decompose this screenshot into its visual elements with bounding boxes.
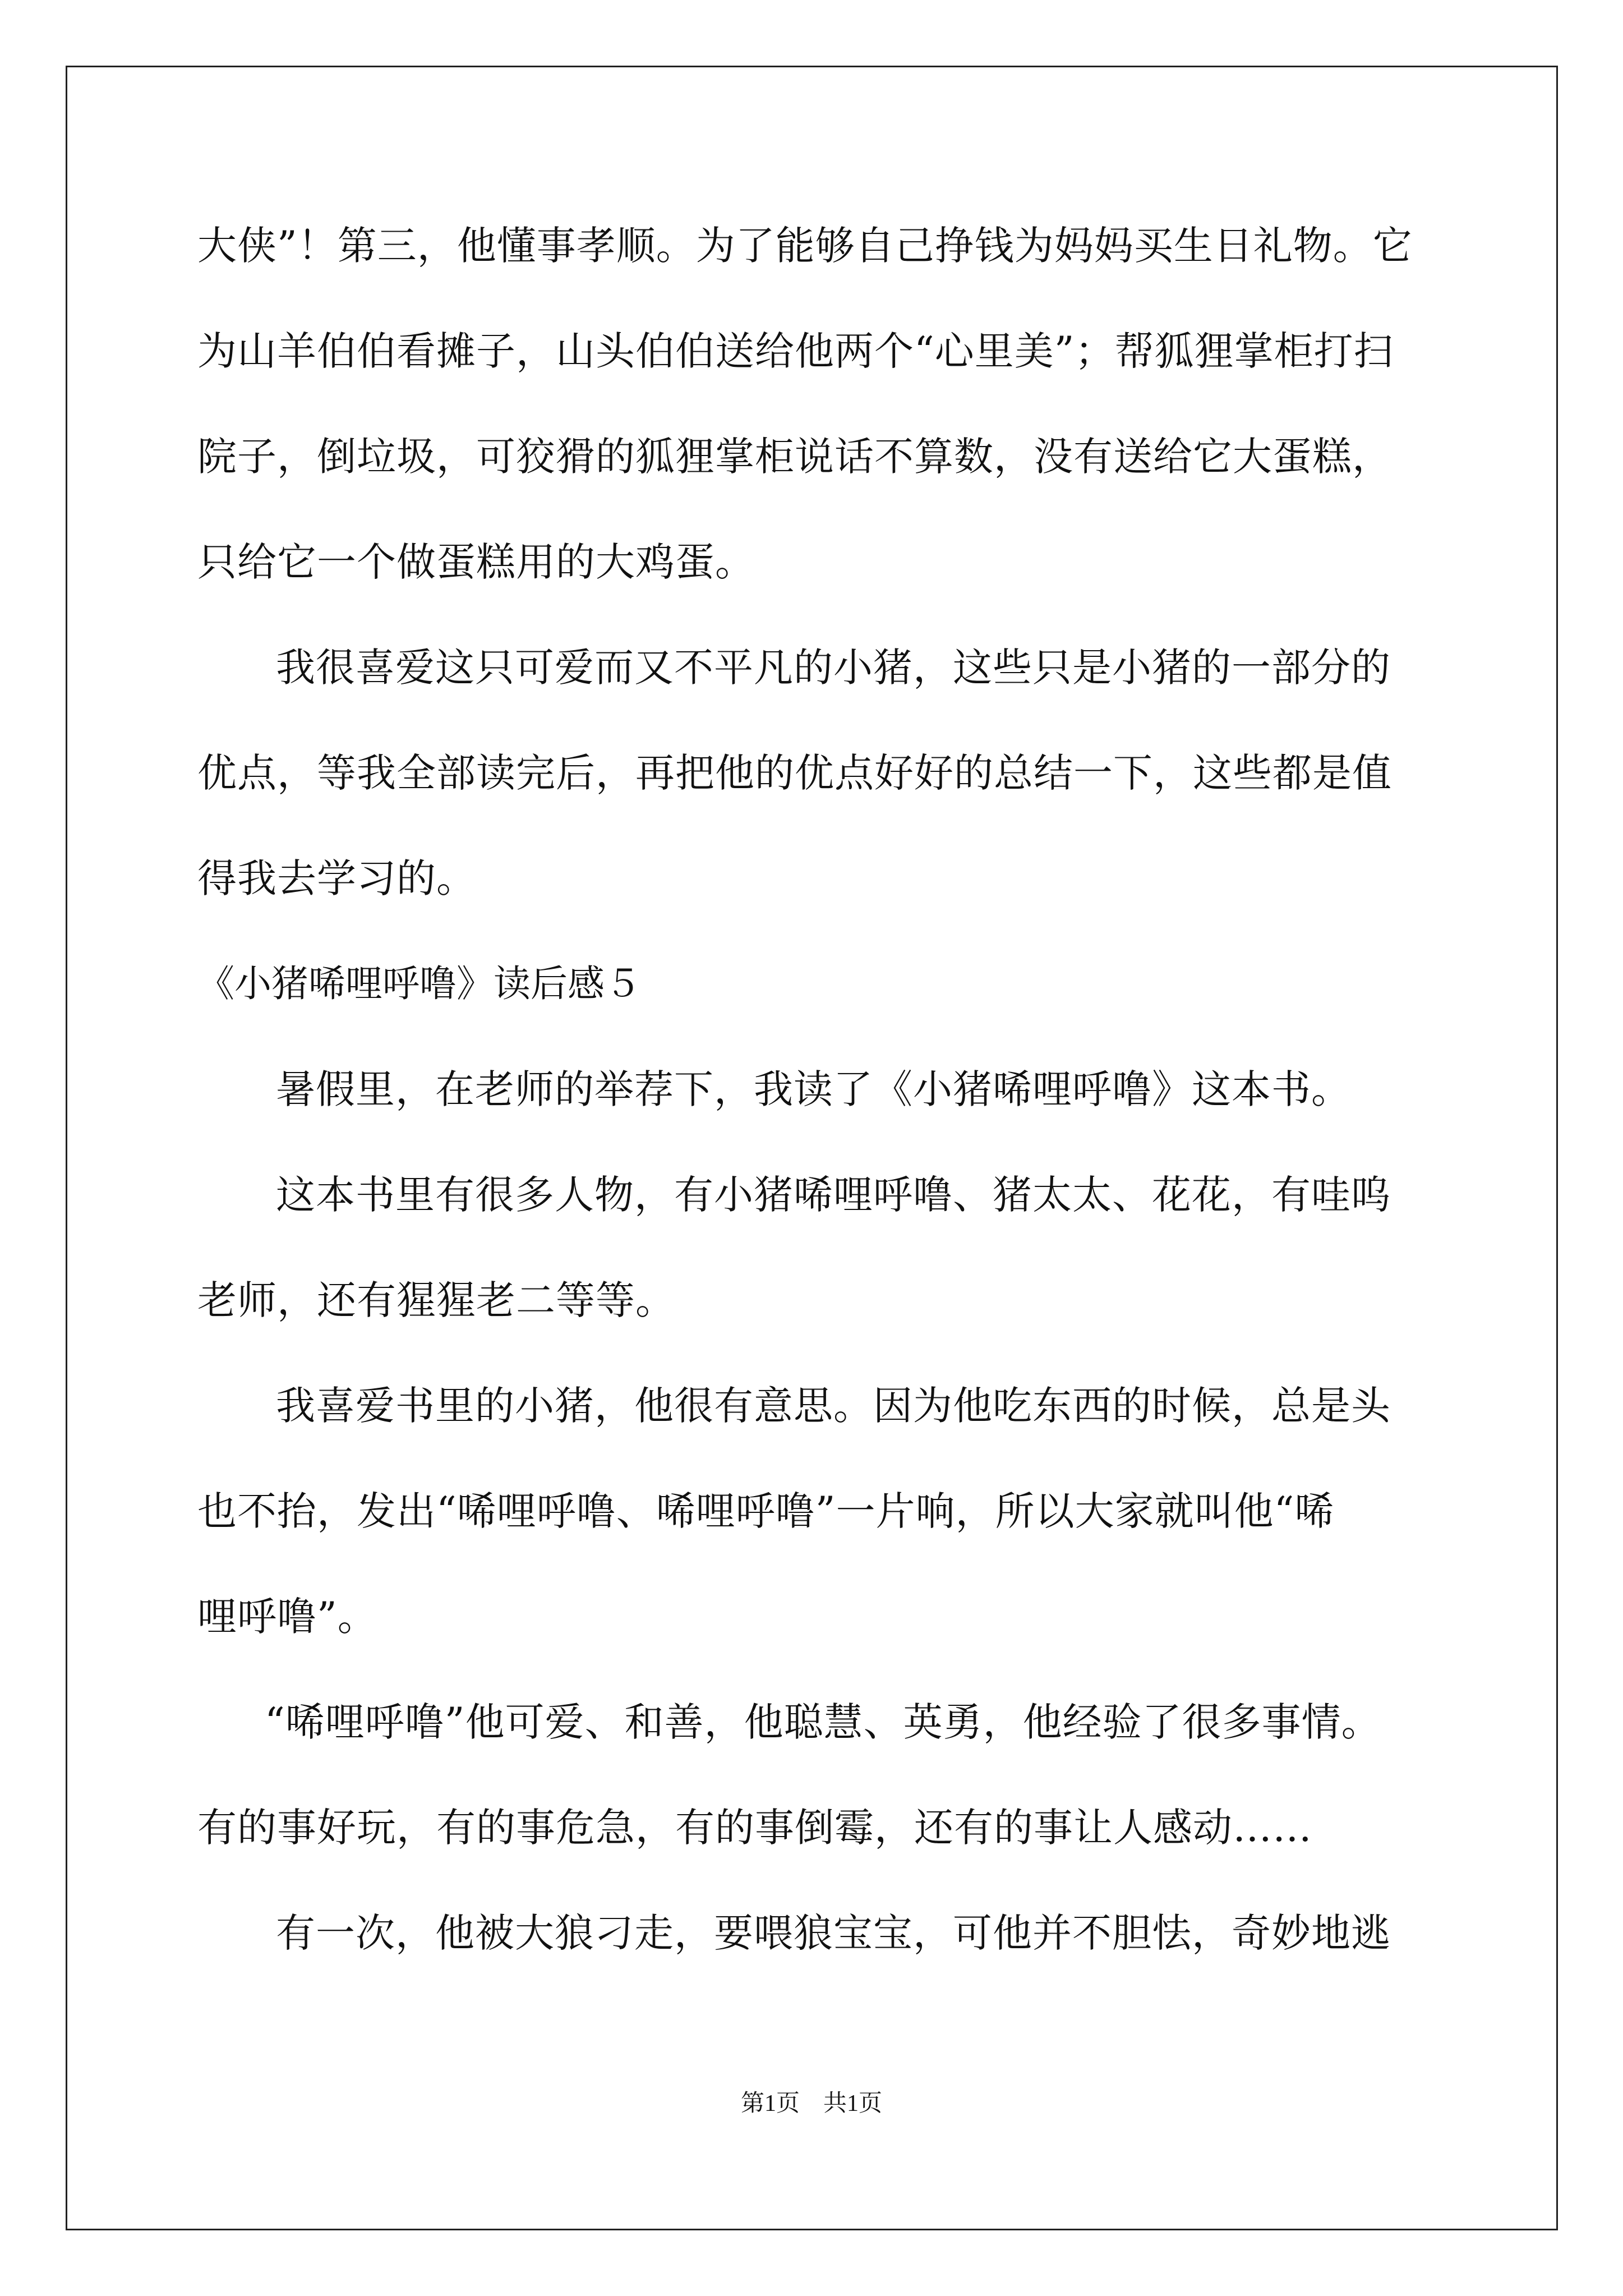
text-line-1: 大侠”！第三，他懂事孝顺。为了能够自己挣钱为妈妈买生日礼物。它 [197, 223, 1413, 269]
text-line-17: 有一次，他被大狼刁走，要喂狼宝宝，可他并不胆怯，奇妙地逃 [276, 1910, 1391, 1956]
text-line-16: 有的事好玩，有的事危急，有的事倒霉，还有的事让人感动…… [197, 1805, 1312, 1851]
text-line-3: 院子，倒垃圾，可狡猾的狐狸掌柜说话不算数，没有送给它大蛋糕， [197, 434, 1392, 480]
text-line-10: 这本书里有很多人物，有小猪唏哩呼噜、猪太太、花花，有哇呜 [276, 1172, 1391, 1218]
text-line-2: 为山羊伯伯看摊子，山头伯伯送给他两个“心里美”；帮狐狸掌柜打扫 [197, 328, 1394, 374]
text-line-11: 老师，还有猩猩老二等等。 [197, 1277, 675, 1323]
text-line-4: 只给它一个做蛋糕用的大鸡蛋。 [197, 539, 755, 585]
section-heading: 《小猪唏哩呼噜》读后感５ [197, 962, 642, 1005]
text-line-15: “唏哩呼噜”他可爱、和善，他聪慧、英勇，他经验了很多事情。 [265, 1699, 1381, 1745]
text-line-14: 哩呼噜”。 [197, 1594, 377, 1640]
text-line-12: 我喜爱书里的小猪，他很有意思。因为他吃东西的时候，总是头 [276, 1383, 1391, 1429]
text-line-9: 暑假里，在老师的举荐下，我读了《小猪唏哩呼噜》这本书。 [276, 1066, 1351, 1112]
text-line-6: 优点，等我全部读完后，再把他的优点好好的总结一下，这些都是值 [197, 750, 1392, 796]
text-line-5: 我很喜爱这只可爱而又不平凡的小猪，这些只是小猪的一部分的 [276, 645, 1391, 691]
page-footer: 第1页 共1页 [740, 2091, 882, 2116]
text-line-13: 也不抬，发出“唏哩呼噜、唏哩呼噜”一片响，所以大家就叫他“唏 [197, 1488, 1335, 1534]
text-line-7: 得我去学习的。 [197, 855, 476, 901]
